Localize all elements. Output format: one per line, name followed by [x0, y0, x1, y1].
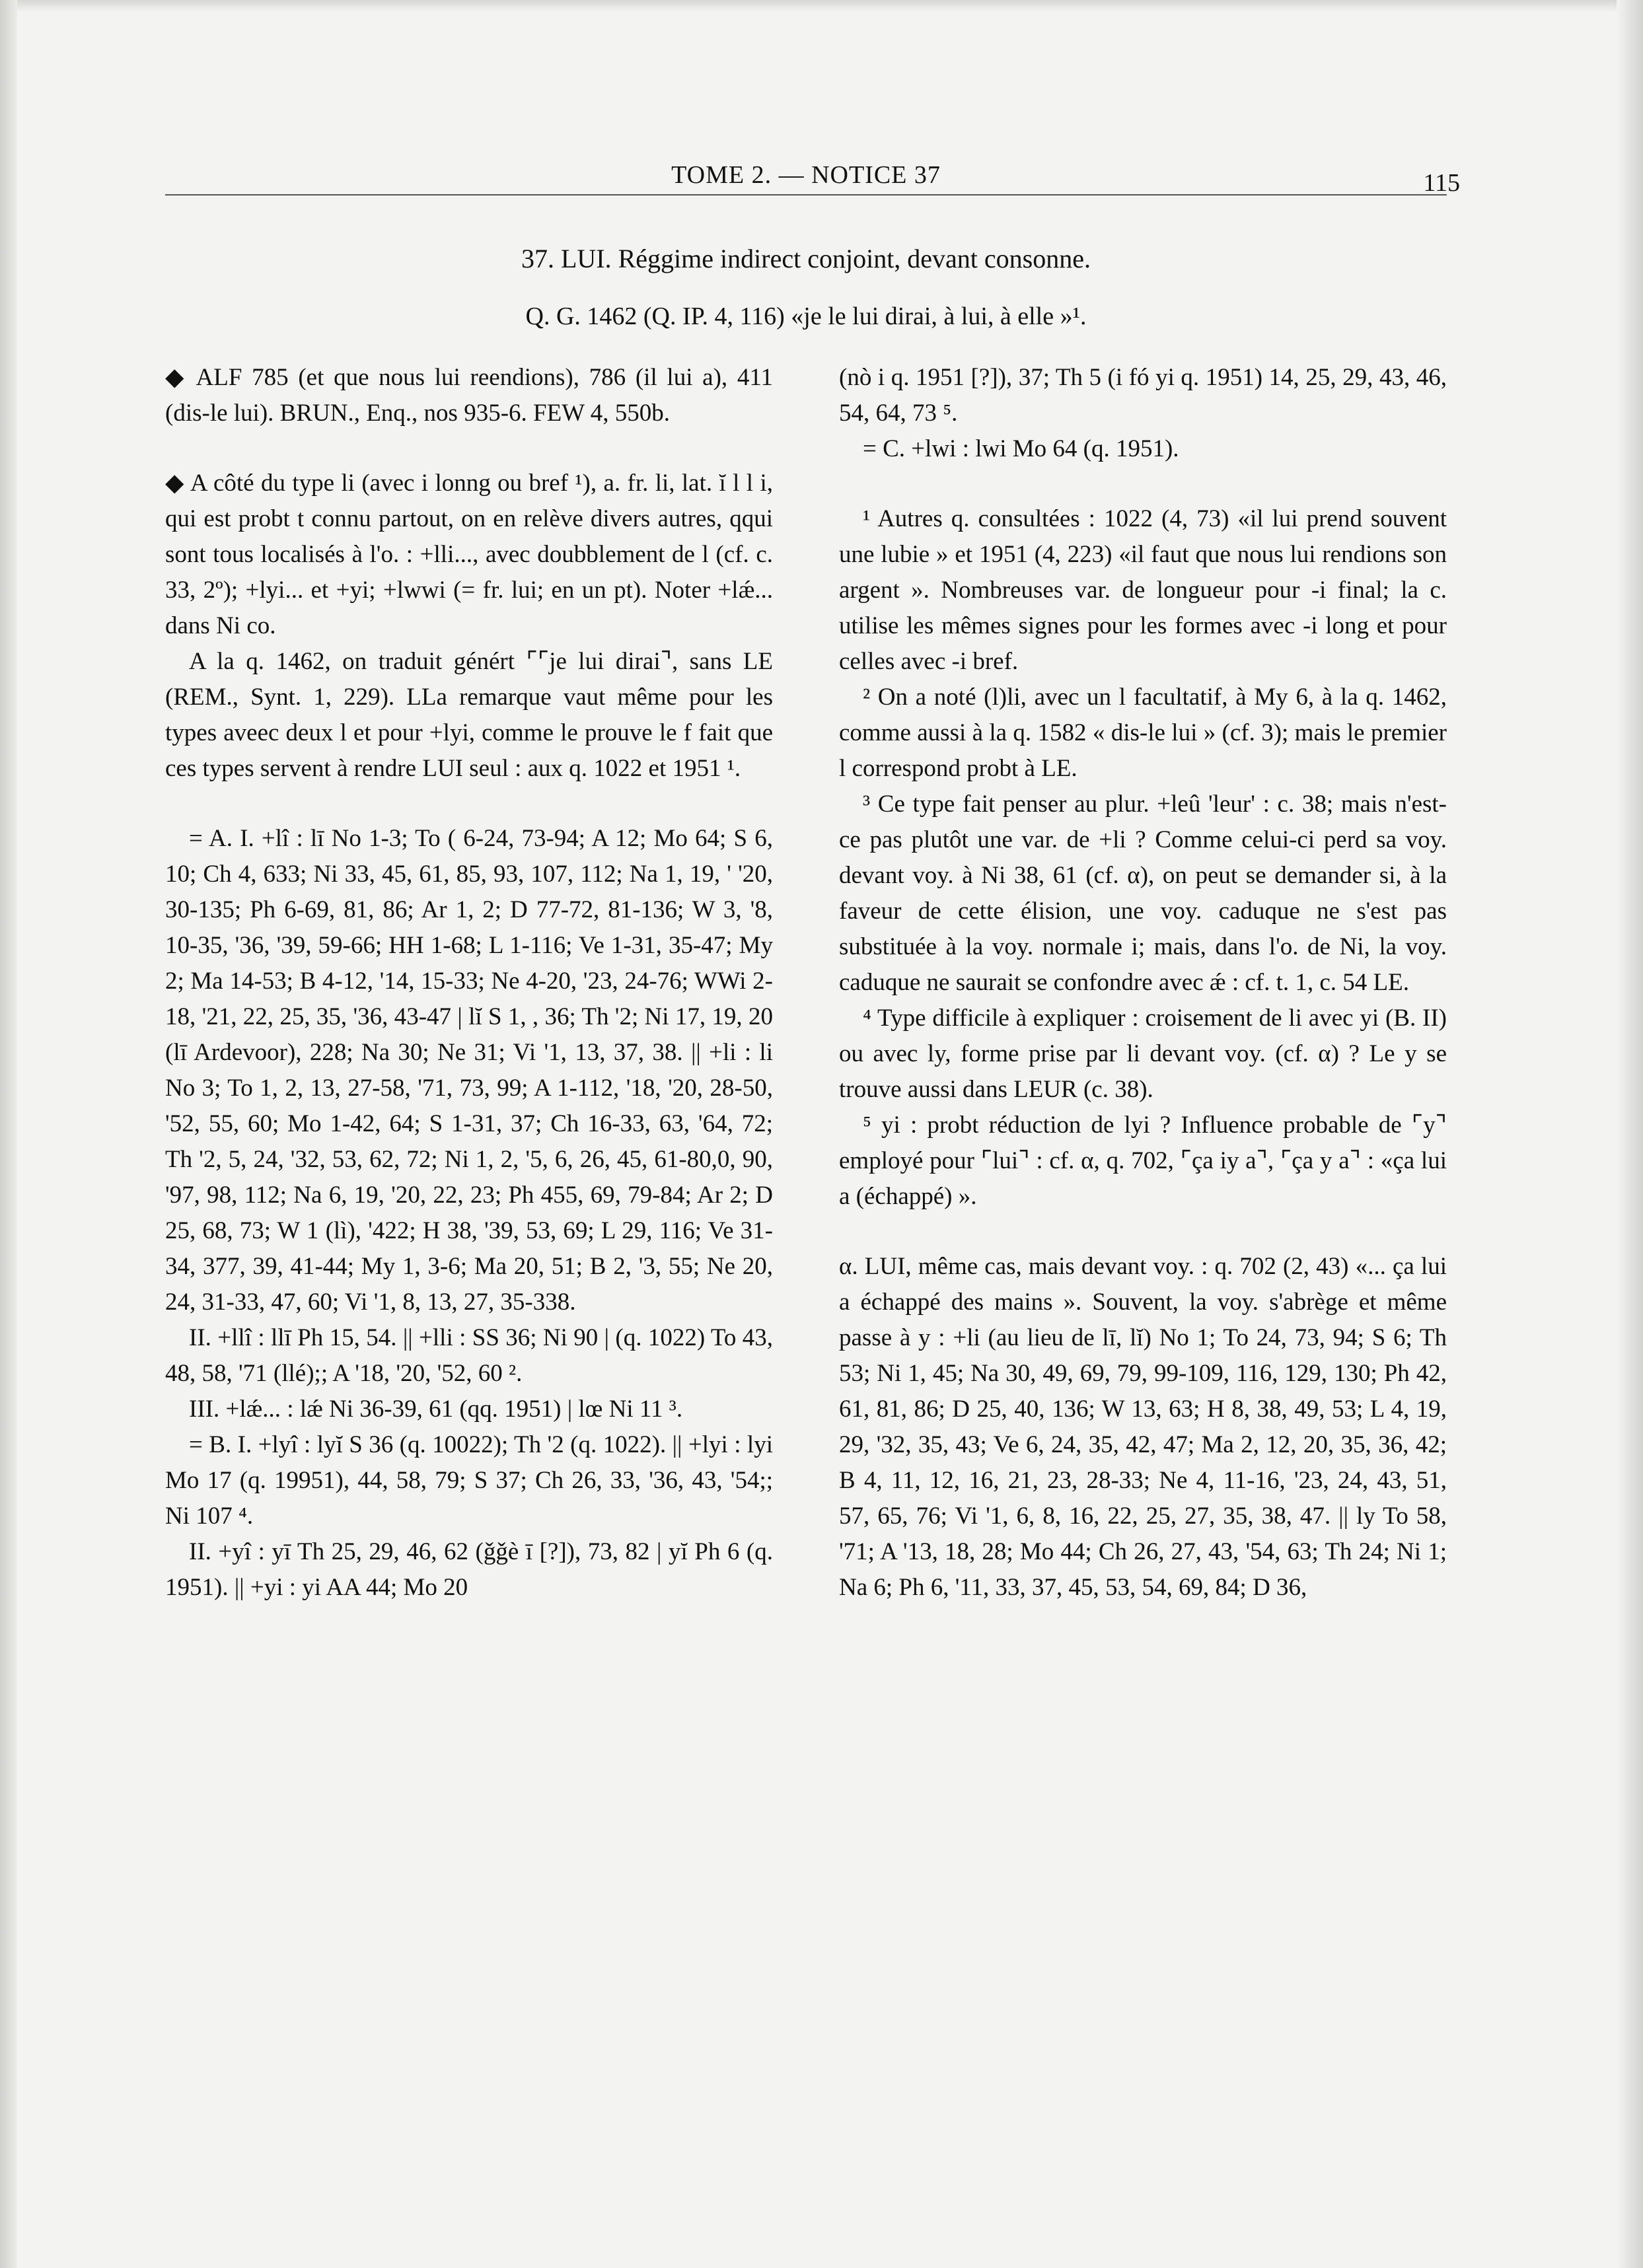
footnote-1: ¹ Autres q. consultées : 1022 (4, 73) «il lui prend souvent une lubie » et 1951 (4, 223) «il faut que nous lui rendions son argent ». Nombreuses var. de longueur pour -i final; la c. utilise les mêmes signes pour les formes avec -i long et pour celles avec -i bref. — [839, 505, 1447, 675]
paragraph-type-a-i: = A. I. +lî : lī No 1-3; To ( 6-24, 73-94; A 12; Mo 64; S 6, 10; Ch 4, 633; Ni 33, 45, 61, 85, 93, 107, 112; Na 1, 19, ' '20, 30-135; Ph 6-69, 81, 86; Ar 1, 2; D 77-72, 81-136; W 3, '8, 10-35, '36, '39, 59-66; HH 1-68; L 1-116; Ve 1-31, 35-47; My 2; Ma 14-53; B 4-12, '14, 15-33; Ne 4-20, '23, 24-76; WWi 2-18, '21, 22, 25, 35, '36, 43-47 | lĭ S 1, , 36; Th '2; Ni 17, 19, 20 (lī Ardevoor), 228; Na 30; Ne 31; Vi '1, 13, 37, 38. || +li : li No 3; To 1, 2, 13, 27-58, '71, 73, 99; A 1-112, '18, '20, 28-50, '52, 55, 60; Mo 1-42, 64; S 1-31, 37; Ch 16-33, 63, '64, 72; Th '2, 5, 24, '32, 53, 62, 72; Ni 1, 2, '5, 6, 26, 45, 61-80,0, 90, '97, 98, 112; Na 6, 19, '20, 22, 23; Ph 455, 69, 79-84; Ar 2; D 25, 68, 73; W 1 (lì), '422; H 38, '39, 53, 69; L 29, 116; Ve 31-34, 377, 39, 41-44; My 1, 3-6; Ma 20, 51; B 2, '3, 55; Ne 20, 24, 31-33, 47, 60; Vi '1, 8, 13, 27, 35-338. — [165, 825, 773, 1316]
book-page — [165, 0, 1460, 2268]
paragraph-type-b-i: = B. I. +lyî : lyĭ S 36 (q. 10022); Th '2 (q. 1022). || +lyi : lyi Mo 17 (q. 19951), 44, 58, 79; S 37; Ch 26, 33, '36, 43, '54;; Ni 107 ⁴. — [165, 1431, 773, 1530]
paragraph-type-a-iii: III. +lǽ... : lǽ Ni 36-39, 61 (qq. 1951) | lœ Ni 11 ³. — [189, 1396, 683, 1423]
running-title: TOME 2. — NOTICE 37 — [671, 161, 941, 189]
paragraph-types: ◆ A côté du type li (avec i lonng ou bref ¹), a. fr. li, lat. ĭ l l i, qui est probt t connu partout, on en relève divers autres, qqui sont tous localisés à l'o. : +lli..., avec doubblement de l (cf. c. 33, 2º); +lyi... et +yi; +lwwi (= fr. lui; en un pt). Noter +lǽ... dans Ni co. — [165, 470, 773, 639]
paragraph-translation: A la q. 1462, on traduit génért ⌜⌜je lui dirai⌝, sans LE (REM., Synt. 1, 229). LLa remarque vaut même pour les types aveec deux l et pour +lyi, comme le prouve le f fait que ces types servent à rendre LUI seul : aux q. 1022 et 1951 ¹. — [165, 648, 773, 782]
page-number: 115 — [1423, 169, 1460, 197]
running-head — [165, 157, 1460, 197]
footnote-3: ³ Ce type fait penser au plur. +leû 'leur' : c. 38; mais n'est-ce pas plutôt une var. de +li ? Comme celui-ci perd sa voy. devant voy. à Ni 38, 61 (cf. α), on peut se demander si, à la faveur de cette élision, une voy. caduque ne s'est pas substituée à la voy. normale i; mais, dans l'o. de Ni, la voy. caduque ne saurait se confondre avec ǽ : cf. t. 1, c. 54 LE. — [839, 791, 1447, 996]
paragraph-type-c: = C. +lwi : lwi Mo 64 (q. 1951). — [863, 435, 1179, 462]
paragraph-type-b-ii-cont: (nò i q. 1951 [?]), 37; Th 5 (i fó yi q. 1951) 14, 25, 29, 43, 46, 54, 64, 73 ⁵. — [839, 364, 1447, 427]
entry-question: Q. G. 1462 (Q. IP. 4, 116) «je le lui dirai, à lui, à elle »¹. — [525, 302, 1087, 330]
footnote-5: ⁵ yi : probt réduction de lyi ? Influence probable de ⌜y⌝ employé pour ⌜lui⌝ : cf. α, q. 702, ⌜ça iy a⌝, ⌜ça y a⌝ : «ça lui a (échappé) ». — [839, 1112, 1447, 1210]
left-column — [165, 360, 773, 1606]
paragraph-alpha: α. LUI, même cas, mais devant voy. : q. 702 (2, 43) «... ça lui a échappé des mains ». Souvent, la voy. s'abrège et même passe à y : +li (au lieu de lī, lĭ) No 1; To 24, 73, 94; S 6; Th 53; Ni 1, 45; Na 30, 49, 69, 79, 99-109, 116, 129, 130; Ph 42, 61, 81, 86; D 25, 40, 136; W 13, 63; H 8, 38, 49, 53; L 4, 19, 29, '32, 35, 43; Ve 6, 24, 35, 42, 47; Ma 2, 12, 20, 35, 36, 42; B 4, 11, 12, 16, 21, 23, 28-33; Ne 4, 11-16, '23, 24, 43, 51, 57, 65, 76; Vi '1, 6, 8, 16, 22, 25, 27, 35, 38, 47. || ly To 58, '71; A '13, 18, 28; Mo 44; Ch 26, 27, 43, '54, 63; Th 24; Ni 1; Na 6; Ph 6, '11, 33, 37, 45, 53, 54, 69, 84; D 36, — [839, 1253, 1447, 1601]
entry-title: 37. LUI. Réggime indirect conjoint, devant consonne. — [521, 244, 1091, 273]
footnote-2: ² On a noté (l)li, avec un l facultatif, à My 6, à la q. 1462, comme aussi à la q. 1582 « dis-le lui » (cf. 3); mais le premier l correspond probt à LE. — [839, 684, 1447, 782]
right-column — [839, 360, 1447, 1606]
paragraph-references: ◆ ALF 785 (et que nous lui reendions), 786 (il lui a), 411 (dis-le lui). BRUN., Enq., nos 935-6. FEW 4, 550b. — [165, 364, 773, 427]
paragraph-type-b-ii: II. +yî : yī Th 25, 29, 46, 62 (ǧǧè ī [?]), 73, 82 | yĭ Ph 6 (q. 1951). || +yi : yi AA 44; Mo 20 — [165, 1538, 773, 1601]
paragraph-type-a-ii: II. +llî : llī Ph 15, 54. || +lli : SS 36; Ni 90 | (q. 1022) To 43, 48, 58, '71 (llé);; A '18, '20, '52, 60 ². — [165, 1324, 773, 1387]
header-rule — [165, 194, 1447, 195]
scan-edge-right — [1617, 0, 1643, 2268]
footnote-4: ⁴ Type difficile à expliquer : croisement de li avec yi (B. II) ou avec ly, forme prise par li devant voy. (cf. α) ? Le y se trouve aussi dans LEUR (c. 38). — [839, 1005, 1447, 1103]
scan-edge-left — [0, 0, 17, 2268]
